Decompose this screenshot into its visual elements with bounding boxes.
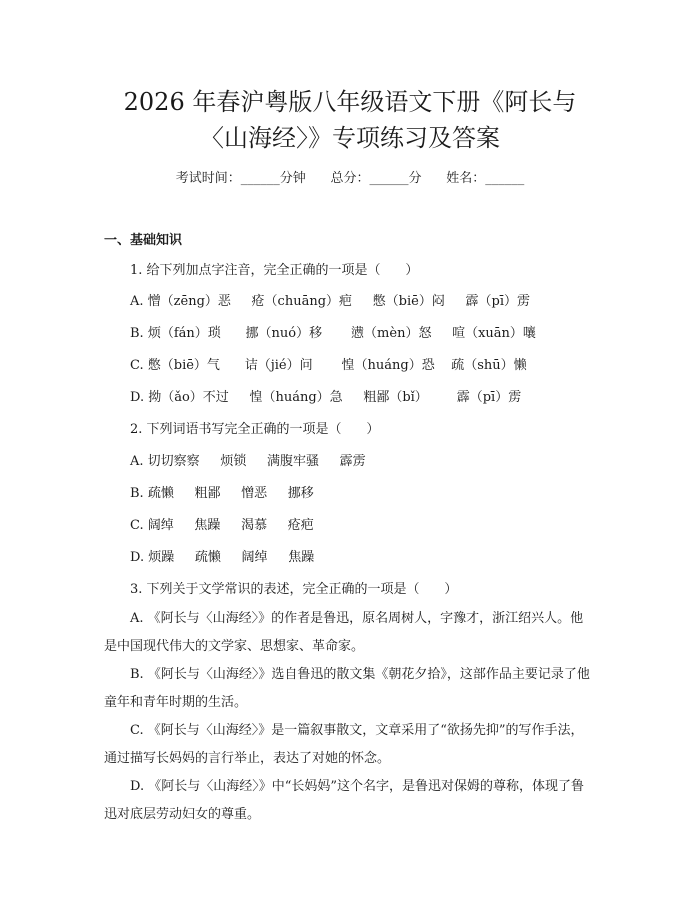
question-3-option-d: D. 《阿长与〈山海经〉》中“长妈妈”这个名字，是鲁迅对保姆的尊称，体现了鲁迅对底层劳动妇女的尊重。 [104,779,585,822]
exam-meta: 考试时间：______分钟 总分：______分 姓名：______ [175,171,525,186]
question-2-option-c: C. 阔绰 焦躁 渴慕 疮疤 [130,518,314,533]
question-3-option-b: B. 《阿长与〈山海经〉》选自鲁迅的散文集《朝花夕拾》，这部作品主要记录了他童年和青年时期的生活。 [104,667,590,710]
question-1-option-d: D. 拗（ǎo）不过 惶（huáng）急 粗鄙（bǐ） 霹（pī）雳 [130,390,522,405]
question-3-option-a: A. 《阿长与〈山海经〉》的作者是鲁迅，原名周树人，字豫才，浙江绍兴人。他是中国现代伟大的文学家、思想家、革命家。 [104,611,584,654]
question-2-option-b: B. 疏懒 粗鄙 憎恶 挪移 [130,486,314,501]
question-2-option-a: A. 切切察察 烦锁 满腹牢骚 霹雳 [130,454,366,469]
question-1-option-a: A. 憎（zēng）恶 疮（chuāng）疤 憋（biē）闷 霹（pī）雳 [130,294,530,309]
question-3-option-c: C. 《阿长与〈山海经〉》是一篇叙事散文，文章采用了“欲扬先抑”的写作手法，通过描写长妈妈的言行举止，表达了对她的怀念。 [104,723,584,766]
question-1-option-b: B. 烦（fán）琐 挪（nuó）移 懑（mèn）怒 喧（xuān）嚷 [130,326,536,341]
question-1-stem: 1. 给下列加点字注音，完全正确的一项是（ ） [130,263,419,278]
question-2-stem: 2. 下列词语书写完全正确的一项是（ ） [130,422,380,437]
page-title-line1: 2026 年春沪粤版八年级语文下册《阿长与 [123,88,577,116]
section-heading-basic-knowledge: 一、基础知识 [104,233,183,248]
page-title-line2: 〈山海经〉》专项练习及答案 [200,124,500,152]
question-3-stem: 3. 下列关于文学常识的表述，完全正确的一项是（ ） [130,582,458,597]
question-1-option-c: C. 憋（biē）气 诘（jié）问 惶（huáng）恐 疏（shū）懒 [130,358,527,373]
question-2-option-d: D. 烦躁 疏懒 阔绰 焦躁 [130,550,315,565]
